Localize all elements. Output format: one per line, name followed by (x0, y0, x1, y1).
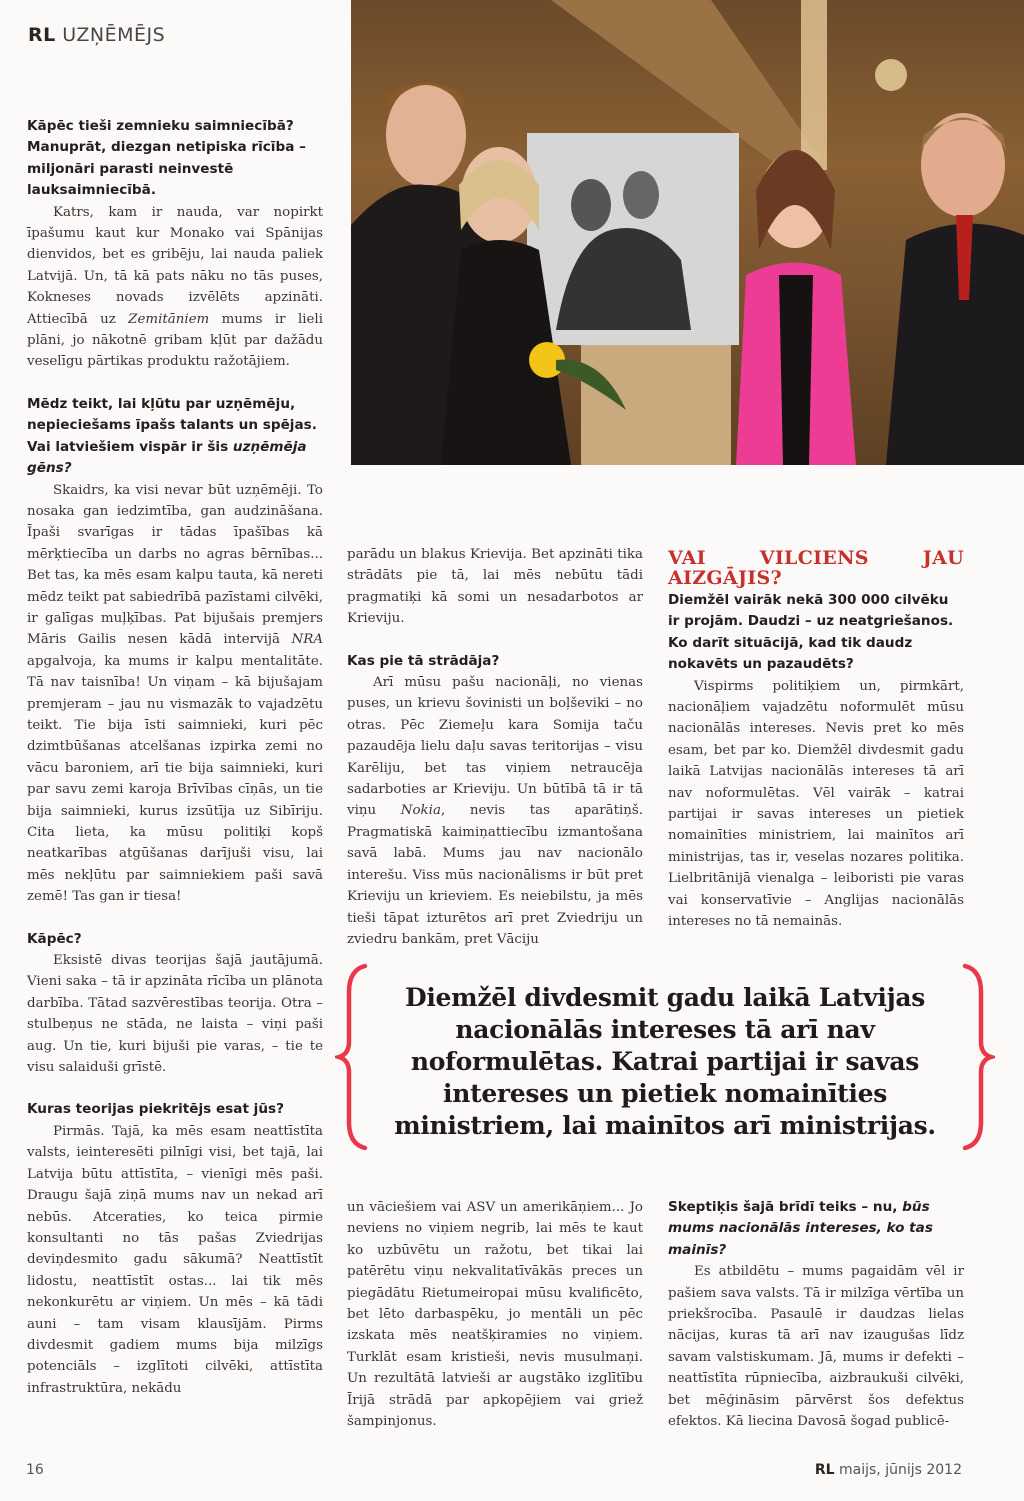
footer-issue: maijs, jūnijs 2012 (839, 1462, 962, 1478)
continued-text-2: un vāciešiem vai ASV un amerikāņiem... Jo neviens no viņiem negrib, lai mēs te kaut ko uzbūvētu un ražotu, bet tikai lai patērētu viņu nekvalitatīvākās preces un piegādātu Rietumeiropai mūsu kvalificēto, bet lēto darbaspēku, jo mentāli un pēc izskata mēs neatšķiramies no viņiem. Turklāt esam kristieši, nevis musulmaņi. Un rezultātā latvieši ar augstāko izglītību Īrijā strādā par apkopējiem vai griež šampinjonus. (347, 1200, 643, 1430)
question-4: Kuras teorijas piekritējs esat jūs? (27, 1101, 284, 1118)
photo-illustration (351, 0, 1024, 465)
publication-footer (815, 1462, 962, 1478)
left-column (27, 116, 323, 1399)
middle-column-bottom (347, 1197, 643, 1432)
answer-6: Vispirms politiķiem un, pirmkārt, nacionāļiem vajadzētu noformulēt mūsu nacionālās intereses. Nevis pret ko mēs esam, bet par ko. Diemžēl divdesmit gadu laikā Latvijas nacionālās intereses tā arī nav noformulētas. Vēl vairāk – katrai partijai ir savas intereses un pietiek nomainīties ministriem, lai mainītos arī ministrijas, tas ir, veselas nozares politika. Lielbritānijā vienalga – leiboristi pie varas vai konservatīvie – Anglijas nacionālās intereses no tā nemainās. (668, 678, 964, 930)
section-label: UZŅĒMĒJS (62, 24, 166, 46)
light (875, 59, 907, 91)
question-1: Kāpēc tieši zemnieku saimniecībā? Manuprāt, diezgan netipiska rīcība – miljonāri parasti neinvestē lauksaimniecībā. (27, 118, 306, 199)
easel-stand (581, 345, 731, 465)
portrait-figure-2 (623, 171, 659, 219)
pull-quote (335, 962, 995, 1152)
answer-1: Katrs, kam ir nauda, var nopirkt īpašumu kaut kur Monako vai Spānijas dienvidos, bet es gribēju, lai nauda paliek Latvijā. Un, tā kā pats nāku no tās puses, Kokneses novads izvēlēts apzināti. Attiecībā uz Zemitāniem mums ir lieli plāni, jo nākotnē gribam kļūt par dažādu veselīgu pārtikas produktu ražotājiem. (27, 204, 323, 370)
portrait-figure-1 (571, 179, 611, 231)
person-4-suit (886, 224, 1024, 465)
brand-label: RL (28, 24, 56, 46)
section-header (28, 24, 165, 46)
footer-brand: RL (814, 1462, 835, 1478)
answer-7: Es atbildētu – mums pagaidām vēl ir pašiem sava valsts. Tā ir milzīga vērtība un priekšrocība. Pasaulē ir daudzas lielas nācijas, kuras tā arī nav izaugušas līdz savam valstiskumam. Jā, mums ir defekti – neattīstīta rūpniecība, aizbraukuši cilvēki, bet mēģināsim pārvērst šos defektus efektos. Kā liecina Davosā šogad publicē- (668, 1264, 964, 1430)
person-1-face (386, 83, 466, 187)
continued-text: parādu un blakus Krievija. Bet apzināti tika strādāts pie tā, lai mēs nebūtu tādi pragmatiķi kā somi un nesadarbotos ar Krieviju. (347, 547, 643, 627)
article-photo (351, 0, 1024, 465)
question-3: Kāpēc? (27, 930, 82, 947)
answer-4: Pirmās. Tajā, ka mēs esam neattīstīta valsts, ieinteresēti pilnīgi visi, bet tajā, lai Latvija būtu attīstīta, – vienīgi mēs paši. Draugu šajā ziņā mums nav un nekad arī nebūs. Atceraties, ko teica pirmie konsultanti no tās pašas Zviedrijas deviņdesmito gadu sākumā? Neattīstīt lidostu, neattīstīt ostas... lai tik mēs nekonkurētu ar viņiem. Un mēs – kā tādi auni – tam visam klausījām. Pirms divdesmit gadiem mums bija milzīgs potenciāls – izglītoti cilvēki, attīstīta infrastruktūra, nekādu (27, 1123, 323, 1396)
question-7: Skeptiķis šajā brīdī teiks – nu, būs mums nacionālās intereses, ko tas mainīs? (668, 1199, 933, 1258)
middle-column (347, 544, 643, 950)
answer-3: Eksistē divas teorijas šajā jautājumā. Vieni saka – tā ir apzināta rīcība un plānota darbība. Tātad sazvērestības teorija. Otra – stulbeņus ne stāda, ne laista – viņi paši aug. Un tie, kuri bijuši pie varas, – tie te visu salaiduši grīstē. (27, 953, 323, 1076)
question-6: Diemžēl vairāk nekā 300 000 cilvēku ir projām. Daudzi – uz neatgriešanos. Ko darīt situācijā, kad tik daudz nokavēts un pazaudēts? (668, 592, 954, 673)
page-number: 16 (26, 1462, 44, 1478)
right-column-bottom (668, 1197, 964, 1432)
column (801, 0, 827, 170)
right-brace-icon (959, 962, 995, 1152)
question-5: Kas pie tā strādāja? (347, 652, 500, 669)
subheading-red: VAI VILCIENS JAU AIZGĀJIS? (668, 547, 964, 589)
person-3-top (779, 275, 813, 465)
pull-quote-text: Diemžēl divdesmit gadu laikā Latvijas nacionālās intereses tā arī nav noformulētas. Katrai partijai ir savas intereses un pietiek nomainīties ministriem, lai mainītos arī ministrijas. (394, 983, 936, 1140)
left-brace-icon (335, 962, 371, 1152)
answer-5: Arī mūsu pašu nacionāļi, no vienas puses, un krievu šovinisti un boļševiki – no otras. Pēc Ziemeļu kara Somija taču pazaudēja lielu daļu savas teritorijas – visu Karēliju, bet tas viņiem netraucēja sadarboties ar Krieviju. Un būtībā tā ir tā viņu Nokia, nevis tas aparātiņš. Pragmatiskā kaimiņattiecību izmantošana savā labā. Mums jau nav nacionālo interešu. Viss mūs nacionālisms ir būt pret Krieviju un krieviem. Es neiebilstu, ja mēs tieši tāpat izturētos arī pret Zviedriju un zviedru bankām, pret Vāciju (347, 675, 644, 947)
answer-2: Skaidrs, ka visi nevar būt uzņēmēji. To nosaka gan iedzimtība, gan audzināšana. Īpaši svarīgas ir tādas īpašības kā mērķtiecība un darbs no agras bērnības... Bet tas, ka mēs esam kalpu tauta, kā nereti mēdz teikt pat sabiedrībā pazīstami cilvēki, ir galīgas muļķības. Pat bijušais premjers Māris Gailis nesen kādā intervijā NRA apgalvoja, ka mums ir kalpu mentalitāte. Tā nav taisnība! Un viņam – kā bijušajam premjeram – jau nu vismazāk to vajadzētu teikt. Tie bija īsti saimnieki, kuri pēc dzimtbūšanas atcelšanas izpirka zemi no vācu baroniem, arī tie bija saimnieki, kuri par savu zemi karoja Brīvības cīņās, un tie bija saimnieki, kurus izsūtīja uz Sibīriju. Cita lieta, ka mūsu politiķi kopš neatkarības atgūšanas darījuši visu, lai mēs nekļūtu par saimniekiem paši savā zemē! Tas gan ir tiesa! (27, 482, 323, 905)
question-2: Mēdz teikt, lai kļūtu par uzņēmēju, nepieciešams īpašs talants un spējas. Vai latviešiem vispār ir šis uzņēmēja gēns? (27, 395, 317, 477)
right-column (668, 548, 964, 933)
